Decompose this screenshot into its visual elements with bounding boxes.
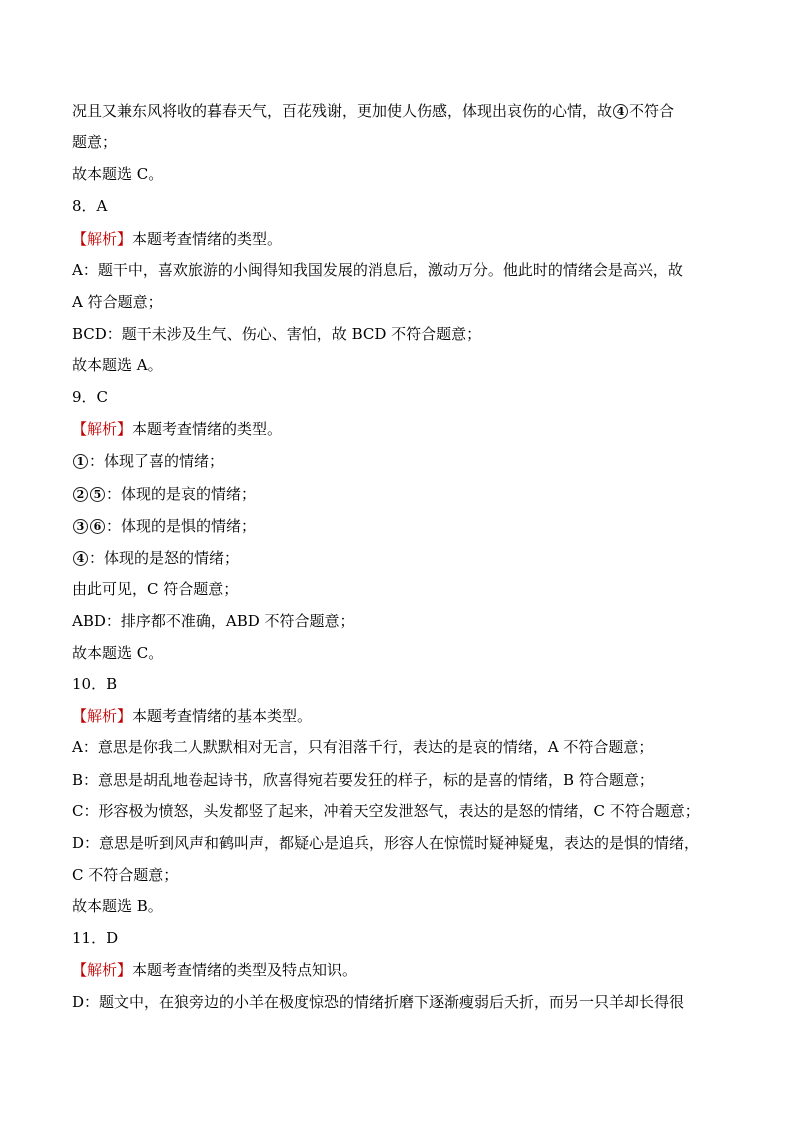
text-line <box>72 484 734 504</box>
line-text: D：意思是听到风声和鹤叫声，都疑心是追兵，形容人在惊慌时疑神疑鬼，表达的是惧的情绪， <box>72 834 700 852</box>
circled-number: 4 <box>73 551 88 566</box>
line-text: ：体现的是惧的情绪； <box>106 517 257 535</box>
text-line <box>72 579 734 599</box>
line-text: 9．C <box>72 388 109 406</box>
analysis-label: 【解析】 <box>72 961 133 979</box>
line-text: A：意思是你我二人默默相对无言，只有泪落千行，表达的是哀的情绪，A 不符合题意； <box>72 738 654 756</box>
line-text: BCD：题干未涉及生气、伤心、害怕，故 BCD 不符合题意； <box>72 325 482 343</box>
line-text: 本题考查情绪的基本类型。 <box>132 707 313 725</box>
text-line <box>72 292 734 312</box>
circled-number: 5 <box>90 487 105 502</box>
circled-number: 2 <box>73 487 88 502</box>
text-line <box>72 770 734 790</box>
line-text: A：题干中，喜欢旅游的小闽得知我国发展的消息后，激动万分。他此时的情绪会是高兴，故 <box>72 261 683 279</box>
text-line <box>72 611 734 631</box>
line-text: ：体现了喜的情绪； <box>89 452 225 470</box>
text-line <box>72 387 734 407</box>
text-line <box>72 101 734 121</box>
text-line <box>72 548 734 568</box>
text-line <box>72 196 734 216</box>
line-text: C 不符合题意； <box>72 866 179 884</box>
text-line <box>72 516 734 536</box>
text-line <box>72 992 734 1012</box>
line-text: A 符合题意； <box>72 293 163 311</box>
text-line <box>72 324 734 344</box>
circled-number: 3 <box>73 519 88 534</box>
text-line <box>72 801 734 821</box>
line-text: 故本题选 A。 <box>72 356 163 374</box>
text-line <box>72 896 734 916</box>
line-text: C：形容极为愤怒，头发都竖了起来，冲着天空发泄怒气，表达的是怒的情绪，C 不符合题意； <box>72 802 700 820</box>
text-line <box>72 451 734 471</box>
circled-number: 4 <box>613 104 628 119</box>
line-text: 8．A <box>72 197 108 215</box>
text-line <box>72 833 734 853</box>
text-line <box>72 674 734 694</box>
line-text: ：体现的是哀的情绪； <box>106 485 257 503</box>
line-text: 题意； <box>72 133 118 151</box>
analysis-label: 【解析】 <box>72 420 133 438</box>
line-text: 不符合 <box>629 102 675 120</box>
text-line <box>72 355 734 375</box>
line-text: B：意思是胡乱地卷起诗书，欣喜得宛若要发狂的样子，标的是喜的情绪，B 符合题意； <box>72 771 654 789</box>
line-text: 由此可见，C 符合题意； <box>72 580 239 598</box>
text-line <box>72 132 734 152</box>
line-text: ABD：排序都不准确，ABD 不符合题意； <box>72 612 355 630</box>
line-text: D：题文中，在狼旁边的小羊在极度惊恐的情绪折磨下逐渐瘦弱后夭折，而另一只羊却长得很 <box>72 993 685 1011</box>
circled-number: 6 <box>90 519 105 534</box>
text-line <box>72 737 734 757</box>
text-line <box>72 706 734 726</box>
line-text: 10．B <box>72 675 118 693</box>
line-text: 11．D <box>72 929 119 947</box>
analysis-label: 【解析】 <box>72 230 133 248</box>
analysis-label: 【解析】 <box>72 707 133 725</box>
text-line <box>72 260 734 280</box>
circled-number: 1 <box>73 454 88 469</box>
text-line <box>72 960 734 980</box>
text-line <box>72 229 734 249</box>
text-line <box>72 419 734 439</box>
line-text: 故本题选 C。 <box>72 165 164 183</box>
text-line <box>72 865 734 885</box>
line-text: 故本题选 C。 <box>72 644 164 662</box>
line-text: ：体现的是怒的情绪； <box>89 549 240 567</box>
line-text: 况且又兼东风将收的暮春天气，百花残谢，更加使人伤感，体现出哀伤的心情，故 <box>72 102 613 120</box>
line-text: 本题考查情绪的类型。 <box>132 230 283 248</box>
line-text: 故本题选 B。 <box>72 897 163 915</box>
text-line <box>72 164 734 184</box>
text-line <box>72 643 734 663</box>
text-line <box>72 928 734 948</box>
line-text: 本题考查情绪的类型。 <box>132 420 283 438</box>
line-text: 本题考查情绪的类型及特点知识。 <box>132 961 358 979</box>
